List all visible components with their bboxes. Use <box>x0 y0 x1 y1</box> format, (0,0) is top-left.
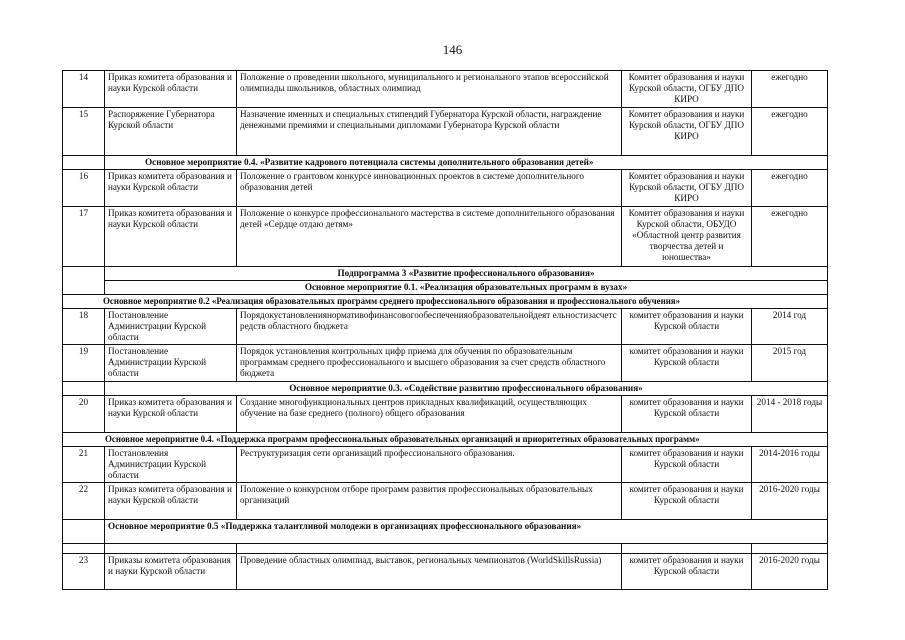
row-number: 15 <box>63 108 105 156</box>
document-name: Положение о конкурсе профессионального мастерства в системе дополнительного образования детей «Сердце отдаю детям» <box>237 207 622 267</box>
term: ежегодно <box>752 108 828 156</box>
spacer-row <box>63 544 828 554</box>
section-heading: Основное мероприятие 0.2 «Реализация образовательных программ среднего профессионального образования и профессионального обучения» <box>63 295 828 309</box>
document-type: Приказ комитета образования и науки Курской области <box>105 396 237 433</box>
document-name: Порядокустановлениянормативофинансовогообеспеченияобразовательнойдеят ельностизасчетсредств областного бюджета <box>237 309 622 345</box>
section-heading: Основное мероприятие 0.1. «Реализация образовательных программ в вузах» <box>105 281 828 295</box>
term: 2016-2020 годы <box>752 483 828 520</box>
table-row <box>63 483 828 520</box>
row-number: 20 <box>63 396 105 433</box>
term: 2015 год <box>752 345 828 382</box>
section-row <box>63 382 828 396</box>
row-number: 16 <box>63 170 105 207</box>
document-name: Положение о проведении школьного, муниципального и регионального этапов всероссийской олимпиады школьников, областных олимпиад <box>237 71 622 108</box>
term: 2016-2020 годы <box>752 554 828 590</box>
section-heading: Основное мероприятие 0.5 «Поддержка талантливой молодежи в организациях профессионального образования» <box>105 520 828 544</box>
row-number: 23 <box>63 554 105 590</box>
section-heading: Основное мероприятие 0.4. «Развитие кадрового потенциала системы дополнительного образования детей» <box>105 156 828 170</box>
responsible: комитет образования и науки Курской области <box>622 309 752 345</box>
document-type: Приказы комитета образования и науки Курской области <box>105 554 237 590</box>
document-name: Создание многофункциональных центров прикладных квалификаций, осуществляющих обучение на базе среднего (полного) общего образования <box>237 396 622 433</box>
responsible: Комитет образования и науки Курской области, ОГБУ ДПО КИРО <box>622 108 752 156</box>
subprogram-heading: Подпрограмма 3 «Развитие профессионального образования» <box>105 267 828 281</box>
table-row <box>63 71 828 108</box>
section-row <box>63 295 828 309</box>
responsible: комитет образования и науки Курской области <box>622 396 752 433</box>
term: ежегодно <box>752 170 828 207</box>
section-heading: Основное мероприятие 0.4. «Поддержка программ профессиональных образовательных организаций и приоритетных образовательных программ» <box>63 433 828 447</box>
document-name: Положение о грантовом конкурсе инновационных проектов в системе дополнительного образования детей <box>237 170 622 207</box>
term: 2014 - 2018 годы <box>752 396 828 433</box>
section-row <box>63 156 828 170</box>
document-name: Назначение именных и специальных стипендий Губернатора Курской области, награждение денежными премиями и специальными дипломами Губернатора Курской области <box>237 108 622 156</box>
term: ежегодно <box>752 71 828 108</box>
document-type: Приказ комитета образования и науки Курской области <box>105 71 237 108</box>
section-row <box>63 281 828 295</box>
document-type: Постановление Администрации Курской области <box>105 309 237 345</box>
responsible: Комитет образования и науки Курской области, ОБУДО «Областной центр развития творчества детей и юношества» <box>622 207 752 267</box>
document-type: Постановление Администрации Курской области <box>105 345 237 382</box>
page-number: 146 <box>442 42 463 57</box>
responsible: Комитет образования и науки Курской области, ОГБУ ДПО КИРО <box>622 71 752 108</box>
responsible: комитет образования и науки Курской области <box>622 483 752 520</box>
row-number: 22 <box>63 483 105 520</box>
responsible: комитет образования и науки Курской области <box>622 345 752 382</box>
table-row <box>63 170 828 207</box>
document-type: Приказ комитета образования и науки Курской области <box>105 170 237 207</box>
term: ежегодно <box>752 207 828 267</box>
row-number: 21 <box>63 447 105 483</box>
document-type: Приказ комитета образования и науки Курской области <box>105 207 237 267</box>
table-row <box>63 345 828 382</box>
document-type: Постановления Администрации Курской области <box>105 447 237 483</box>
table-row <box>63 108 828 156</box>
row-number: 17 <box>63 207 105 267</box>
table-row <box>63 447 828 483</box>
row-number: 18 <box>63 309 105 345</box>
document-name: Порядок установления контрольных цифр приема для обучения по образовательным программам среднего профессионального и высшего образования за счет средств областного бюджета <box>237 345 622 382</box>
table-row <box>63 309 828 345</box>
responsible: комитет образования и науки Курской области <box>622 554 752 590</box>
document-type: Распоряжение Губернатора Курской области <box>105 108 237 156</box>
measures-table <box>62 70 828 590</box>
term: 2014 год <box>752 309 828 345</box>
section-row <box>63 520 828 544</box>
responsible: Комитет образования и науки Курской области, ОГБУ ДПО КИРО <box>622 170 752 207</box>
term: 2014-2016 годы <box>752 447 828 483</box>
table-row <box>63 554 828 590</box>
section-row <box>63 433 828 447</box>
table-row <box>63 207 828 267</box>
responsible: комитет образования и науки Курской области <box>622 447 752 483</box>
document-name: Положение о конкурсном отборе программ развития профессиональных образовательных организаций <box>237 483 622 520</box>
document-type: Приказ комитета образования и науки Курской области <box>105 483 237 520</box>
row-number: 19 <box>63 345 105 382</box>
document-name: Реструктуризация сети организаций профессионального образования. <box>237 447 622 483</box>
subprogram-row <box>63 267 828 281</box>
section-heading: Основное мероприятие 0.3. «Содействие развитию профессионального образования» <box>105 382 828 396</box>
table-row <box>63 396 828 433</box>
document-name: Проведение областных олимпиад, выставок, региональных чемпионатов (WorldSkillsRussia) <box>237 554 622 590</box>
row-number: 14 <box>63 71 105 108</box>
